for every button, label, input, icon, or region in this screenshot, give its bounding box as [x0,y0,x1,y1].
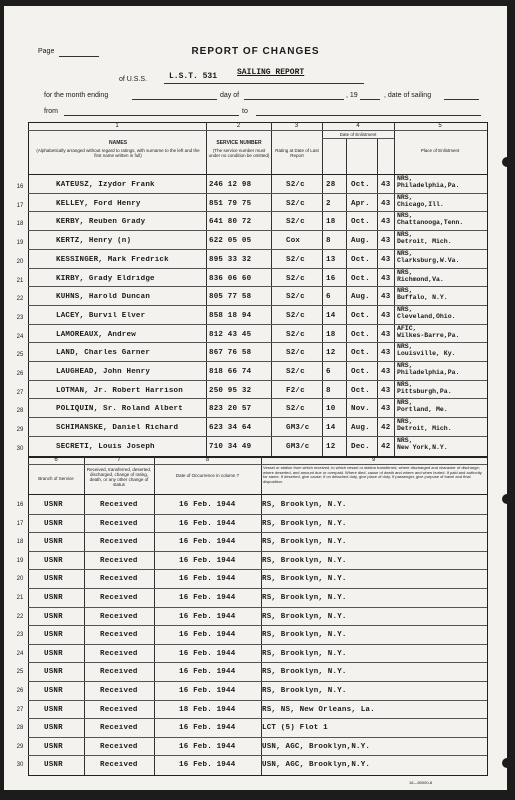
occurrence-date: 16 Feb. 1944 [179,742,236,751]
enlist-month: Apr. [351,199,370,208]
occurrence-date: 16 Feb. 1944 [179,519,236,528]
column-number: 5 [438,123,442,129]
service-number: 805 77 58 [209,293,252,302]
person-name: KERTZ, Henry (n) [56,237,132,246]
enlist-day: 28 [326,181,336,189]
service-number: 895 33 32 [209,255,252,264]
row-number: 25 [16,669,24,676]
enlist-month: Oct. [351,311,370,320]
row-divider [28,193,487,194]
row-divider [28,361,487,362]
status-change: Received [100,575,138,584]
occurrence-date: 16 Feb. 1944 [179,631,236,640]
person-name: LOTMAN, Jr. Robert Harrison [56,386,183,395]
row-divider [28,718,487,719]
enlist-year: 43 [381,405,391,414]
branch-of-service: USNR [44,519,63,528]
enlist-day: 16 [326,274,336,283]
remarks: USN, AGC, Brooklyn,N.Y. [262,742,371,751]
enlist-city: Chicago,Ill. [397,200,444,208]
status-change: Received [100,556,138,565]
service-number: 622 05 05 [209,237,252,246]
row-number: 20 [16,576,24,583]
row-divider [28,607,487,608]
status-change: Received [100,724,138,733]
remarks: RS, Brooklyn, N.Y. [262,687,347,695]
enlist-month: Dec. [351,442,370,451]
enlist-month: Oct. [351,386,370,395]
row-divider [28,230,487,231]
vessel-header: Vessel or station from which received, to which vessel or station transferred, where discharged and character of discharge; where deserted, and amount due or overpaid. Where died, cause of death and where and when buried. If paid and authority for same. If deserted, give cause; if on detached duty, give place of duty. If passenger, give purpose of travel and final disposition. [263,465,482,484]
remarks: RS, Brooklyn, N.Y. [262,594,347,602]
ship-line [164,83,364,84]
enlist-day: 18 [326,218,336,227]
rating: GM3/c [286,424,310,433]
service-number: 823 20 57 [209,405,252,414]
remarks: RS, Brooklyn, N.Y. [262,649,347,658]
service-number: 836 06 60 [209,274,252,283]
status-change: Received [100,687,138,695]
row-number: 24 [16,650,24,657]
person-name: KESSINGER, Mark Fredrick [56,255,169,264]
enlist-station: NRS, [397,436,413,444]
occurrence-date: 16 Feb. 1944 [179,687,236,695]
person-name: SECRETI, Louis Joseph [56,442,155,451]
punch-hole-middle [502,494,512,504]
report-title: REPORT OF CHANGES [191,46,320,57]
enlist-station: NRS, [397,305,413,313]
ship-name: L.S.T. 531 [169,72,218,81]
enlist-year: 43 [381,181,391,189]
row-divider [28,569,487,570]
enlist-city: Chattanooga,Tenn. [397,219,464,227]
enlist-day: 6 [326,368,331,376]
enlist-month: Oct. [351,274,370,283]
branch-of-service: USNR [44,501,63,509]
status-change: Received [100,612,138,621]
row-number: 22 [16,296,24,303]
enlist-city: Philadelphia,Pa. [397,182,460,189]
occurrence-date: 16 Feb. 1944 [179,668,236,677]
row-divider [28,436,487,437]
enlist-month: Aug. [351,237,370,246]
remarks: USN, AGC, Brooklyn,N.Y. [262,761,371,770]
enlist-station: NRS, [397,287,413,295]
enlist-day: 6 [326,293,331,302]
row-divider [28,551,487,552]
occurrence-date: 18 Feb. 1944 [179,705,236,714]
row-number: 29 [16,427,24,434]
service-number: 867 76 58 [209,349,252,358]
enlist-day: 12 [326,442,336,451]
rating: S2/c [286,311,305,320]
status-header: Received, transferred, deserted, discharged, change of rating, death, or any other change of status [86,467,152,487]
enlist-year: 43 [381,199,391,208]
person-name: LAND, Charles Garner [56,349,151,358]
column-number: 9 [371,457,376,463]
remarks: RS, NS, New Orleans, La. [262,705,375,714]
enlist-station: NRS, [397,249,413,257]
rating: Cox [286,237,301,246]
occurrence-header: Date of Occurrence in column 7 [175,473,240,478]
enlist-day: 14 [326,424,336,433]
names-note: (Alphabetically arranged without regard to ratings, with surname to the left and the first name written in full) [36,148,200,158]
enlist-month: Oct. [351,255,370,264]
remarks: RS, Brooklyn, N.Y. [262,501,347,509]
enlist-city: Buffalo, N.Y. [397,294,448,302]
enlist-year: 43 [381,218,391,227]
enlist-year: 43 [381,386,391,395]
column-number: 3 [294,123,299,129]
enlist-day: 8 [326,386,331,395]
enlist-day: 14 [326,311,336,320]
rating: S2/c [286,255,305,264]
row-number: 28 [16,725,24,732]
row-number: 20 [16,258,24,265]
enlist-year: 42 [381,424,391,433]
branch-of-service: USNR [44,687,63,695]
service-number-note: (The service number must under no condition be omitted) [208,148,270,158]
occurrence-date: 16 Feb. 1944 [179,761,236,770]
place-header: Place of Enlistment [420,148,460,153]
enlist-day: 8 [326,237,331,246]
row-number: 22 [16,613,24,620]
enlist-station: NRS, [397,418,413,426]
row-divider [28,249,487,250]
row-number: 26 [16,371,24,377]
enlist-year: 43 [381,349,391,358]
row-number: 24 [16,333,24,340]
row-divider [28,514,487,515]
row-divider [28,700,487,701]
rating: S2/c [286,368,305,376]
row-divider [28,417,487,418]
enlist-station: NRS, [397,343,413,351]
row-divider [28,588,487,589]
person-name: KUHNS, Harold Duncan [56,293,151,302]
report-sheet: Page REPORT OF CHANGES of U.S.S. L.S.T. 531 SAILING REPORT for the month ending day of , 19 , date of sailing from to 1 2 3 4 5 NAMES (Alphabetically arranged without regard to ratings, with surname to the left and the first name written in full) SERVICE NUMBER (The service number must under no condition be omitted) Rating at Date of Last Report Date of Enlistment Place of Enlistment 16 KATEUSZ, Izydor Frank 246 12 98 S2/c 28 Oct. 43 NRS, Philadelphia,Pa. 17 KELLEY, Ford Henry 851 79 75 S2/c 2 Apr. 43 NRS, Chicago,Ill. 18 KERBY, Reuben Grady 641 80 72 S2/c 18 Oct. 43 NRS, Chattanooga,Tenn. 19 KERTZ, Henry (n) 622 05 05 Cox 8 Aug. 43 NRS, Detroit, Mich. 20 KESSINGER, Mark Fredrick 895 33 32 S2/c 13 Oct. 43 NRS, Clarksburg,W.Va. 21 KIRBY, Grady Eldridge 836 06 60 S2/c 16 Oct. 43 NRS, Richmond,Va. 22 KUHNS, Harold Duncan 805 77 58 S2/c 6 Aug. 43 NRS, Buffalo, N.Y. 23 LACEY, Burvil Elver 858 18 94 S2/c 14 Oct. 43 NRS, Cleveland,Ohio. 24 LAMOREAUX, Andrew 812 43 45 S2/c 18 Oct. 43 AFIC, Wilkes-Barre,Pa. 25 LAND, Charles Garner 867 76 58 S2/c 12 Oct. 43 NRS, Louisville, Ky. 26 LAUGHEAD, John Henry 818 66 74 S2/c 6 Oct. 43 NRS, Philadelphia,Pa. 27 LOTMAN, Jr. Robert Harrison 250 95 32 F2/c 8 Oct. 43 NRS, Pittsburgh,Pa. 28 POLIQUIN, Sr. Roland Albert 823 20 57 S2/c 10 Nov. 43 NRS, Portland, Me. 29 SCHIMANSKE, Daniel Richard 623 34 64 GM3/c 14 Aug. 42 NRS, Detroit, Mich. 30 SECRETI, Louis Joseph 710 34 49 GM3/c 12 Dec. 42 NRS, New York,N.Y. 6 7 8 9 Branch of Service Received, transferred, deserted, discharged, change of rating, death, or any other change of status Date of Occurrence in column 7 Vessel or station from which received, to which vessel or station transferred, where discharged and character of discharge; where deserted, and amount due or overpaid. Where died, cause of death and where and when buried. If paid and authority for same. If deserted, give cause; if on detached duty, give place of duty. If passenger, give purpose of travel and final disposition. 16 USNR Received 16 Feb. 1944 RS, Brooklyn, N.Y. 17 USNR Received 16 Feb. 1944 RS, Brooklyn, N.Y. 18 USNR Received 16 Feb. 1944 RS, Brooklyn, N.Y. 19 USNR Received 16 Feb. 1944 RS, Brooklyn, N.Y. 20 USNR Received 16 Feb. 1944 RS, Brooklyn, N.Y. 21 USNR Received 16 Feb. 1944 RS, Brooklyn, N.Y. 22 USNR Received 16 Feb. 1944 RS, Brooklyn, N.Y. 23 USNR Received 16 Feb. 1944 RS, Brooklyn, N.Y. 24 USNR Received 16 Feb. 1944 RS, Brooklyn, N.Y. 25 USNR Received 16 Feb. 1944 RS, Brooklyn, N.Y. 26 USNR Received 16 Feb. 1944 RS, Brooklyn, N.Y. 27 USNR Received 18 Feb. 1944 RS, NS, New Orleans, La. 28 USNR Received 16 Feb. 1944 LCT (5) Flot 1 29 USNR Received 16 Feb. 1944 USN, AGC, Brooklyn,N.Y. 30 USNR Received 16 Feb. 1944 USN, AGC, Brooklyn,N.Y. 16—50000-8 [4,6,507,790]
month-label: for the month ending [44,92,109,99]
occurrence-date: 16 Feb. 1944 [179,501,236,509]
enlist-station: NRS, [397,399,413,407]
enlist-city: Detroit, Mich. [397,238,452,246]
rating: S2/c [286,274,305,283]
row-number: 23 [16,314,24,321]
row-divider [28,342,487,343]
enlist-year: 43 [381,293,391,302]
column-number: 2 [236,123,241,129]
enlist-city: Detroit, Mich. [397,425,452,433]
rating: S2/c [286,218,305,227]
enlist-city: Pittsburgh,Pa. [397,387,452,395]
page-label: Page [38,48,55,55]
report-type: SAILING REPORT [237,68,305,77]
row-divider [28,268,487,269]
enlist-month: Oct. [351,181,370,189]
branch-of-service: USNR [44,575,63,584]
rating: S2/c [286,405,305,414]
enlist-station: NRS, [397,380,413,388]
enlist-city: Philadelphia,Pa. [397,369,460,376]
enlistment-date-header: Date of Enlistment [339,132,377,137]
enlist-year: 43 [381,237,391,246]
service-number: 250 95 32 [209,386,252,395]
enlist-day: 2 [326,199,331,208]
enlist-station: NRS, [397,268,413,276]
column-number: 6 [54,457,58,463]
printer-mark: 16—50000-8 [409,780,433,785]
enlist-month: Oct. [351,349,370,358]
service-number: 641 80 72 [209,218,252,227]
branch-of-service: USNR [44,594,63,602]
enlist-year: 43 [381,330,391,339]
status-change: Received [100,742,138,751]
enlist-month: Oct. [351,218,370,227]
enlist-station: NRS, [397,362,413,369]
row-number: 27 [16,389,24,396]
enlist-year: 43 [381,311,391,320]
column-number: 8 [205,457,210,463]
branch-of-service: USNR [44,649,63,658]
row-number: 27 [16,706,24,713]
occurrence-date: 16 Feb. 1944 [179,538,236,547]
row-number: 18 [16,221,24,228]
enlist-station: NRS, [397,231,413,239]
rating: S2/c [286,349,305,358]
row-number: 28 [16,408,24,415]
enlist-station: NRS, [397,193,413,201]
row-number: 16 [16,502,24,508]
enlist-month: Aug. [351,293,370,302]
punch-hole-bottom [502,758,512,768]
enlist-month: Oct. [351,368,370,376]
row-divider [28,211,487,212]
status-change: Received [100,501,138,509]
service-number: 710 34 49 [209,442,252,451]
remarks: LCT (5) Flot 1 [262,724,328,733]
status-change: Received [100,705,138,714]
enlist-month: Aug. [351,424,370,433]
status-change: Received [100,668,138,677]
row-divider [28,755,487,756]
branch-of-service: USNR [44,724,63,733]
rating-header: Rating at Date of Last Report [275,148,319,158]
person-name: KATEUSZ, Izydor Frank [56,181,155,189]
enlist-station: AFIC, [397,324,417,332]
branch-of-service: USNR [44,761,63,770]
row-divider [28,644,487,645]
occurrence-date: 16 Feb. 1944 [179,575,236,584]
enlist-month: Nov. [351,405,370,414]
status-change: Received [100,594,138,602]
column-number: 7 [117,457,121,463]
occurrence-date: 16 Feb. 1944 [179,594,236,602]
remarks: RS, Brooklyn, N.Y. [262,612,347,621]
row-divider [28,625,487,626]
enlist-year: 43 [381,274,391,283]
branch-of-service: USNR [44,556,63,565]
row-divider [28,398,487,399]
remarks: RS, Brooklyn, N.Y. [262,668,347,677]
enlist-city: Portland, Me. [397,406,448,414]
ship-label: of U.S.S. [119,76,148,83]
enlist-city: Clarksburg,W.Va. [397,256,460,264]
status-change: Received [100,538,138,547]
row-divider [28,662,487,663]
enlist-year: 42 [381,442,391,451]
names-header: NAMES [108,140,128,146]
branch-of-service: USNR [44,668,63,677]
enlist-year: 43 [381,368,391,376]
status-change: Received [100,649,138,658]
row-divider [28,681,487,682]
rating: S2/c [286,293,305,302]
status-change: Received [100,519,138,528]
enlist-month: Oct. [351,330,370,339]
row-number: 25 [16,352,24,359]
remarks: RS, Brooklyn, N.Y. [262,631,347,640]
rating: F2/c [286,386,305,395]
service-number: 246 12 98 [209,181,252,189]
service-number: 851 79 75 [209,199,252,208]
enlist-year: 43 [381,255,391,264]
branch-of-service: USNR [44,631,63,640]
branch-of-service: USNR [44,705,63,714]
rating: S2/c [286,330,305,339]
enlist-city: New York,N.Y. [397,443,448,451]
row-divider [28,305,487,306]
column-number: 4 [356,123,360,129]
rating: GM3/c [286,442,310,451]
row-number: 19 [16,240,24,247]
status-change: Received [100,761,138,770]
service-number: 623 34 64 [209,424,252,433]
person-name: SCHIMANSKE, Daniel Richard [56,424,179,433]
branch-of-service: USNR [44,538,63,547]
row-number: 16 [16,184,24,190]
enlist-day: 10 [326,405,336,414]
enlist-day: 13 [326,255,336,264]
row-number: 18 [16,539,24,546]
row-number: 23 [16,632,24,639]
person-name: KERBY, Reuben Grady [56,218,146,227]
person-name: LACEY, Burvil Elver [56,311,146,320]
rating: S2/c [286,199,305,208]
row-divider [28,286,487,287]
enlist-station: NRS, [397,212,413,220]
row-number: 19 [16,557,24,564]
branch-of-service: USNR [44,742,63,751]
enlist-day: 18 [326,330,336,339]
status-change: Received [100,631,138,640]
branch-of-service: USNR [44,612,63,621]
row-number: 21 [16,595,24,601]
branch-header: Branch of Service [38,476,74,481]
enlist-city: Cleveland,Ohio. [397,312,456,320]
punch-hole-top [502,157,512,167]
service-number: 818 66 74 [209,368,252,376]
remarks: RS, Brooklyn, N.Y. [262,538,347,547]
row-number: 21 [16,277,24,284]
enlist-city: Louisville, Ky. [397,350,456,358]
row-divider [28,532,487,533]
service-number: 858 18 94 [209,311,252,320]
row-number: 17 [16,520,24,527]
person-name: LAUGHEAD, John Henry [56,368,151,376]
enlist-city: Wilkes-Barre,Pa. [397,331,460,339]
row-number: 30 [16,445,24,452]
column-number: 1 [115,123,119,129]
row-number: 26 [16,688,24,694]
enlist-city: Richmond,Va. [397,275,444,283]
occurrence-date: 16 Feb. 1944 [179,612,236,621]
person-name: LAMOREAUX, Andrew [56,330,136,339]
service-number: 812 43 45 [209,330,252,339]
occurrence-date: 16 Feb. 1944 [179,556,236,565]
person-name: POLIQUIN, Sr. Roland Albert [56,405,183,414]
remarks: RS, Brooklyn, N.Y. [262,519,347,528]
rating: S2/c [286,181,305,189]
person-name: KELLEY, Ford Henry [56,199,141,208]
enlist-day: 12 [326,349,336,358]
row-divider [28,737,487,738]
occurrence-date: 16 Feb. 1944 [179,724,236,733]
row-number: 17 [16,202,24,209]
row-number: 29 [16,743,24,750]
occurrence-date: 16 Feb. 1944 [179,649,236,658]
remarks: RS, Brooklyn, N.Y. [262,556,347,565]
row-divider [28,324,487,325]
person-name: KIRBY, Grady Eldridge [56,274,155,283]
remarks: RS, Brooklyn, N.Y. [262,575,347,584]
service-number-header: SERVICE NUMBER [216,140,262,146]
enlist-station: NRS, [397,175,413,182]
row-number: 30 [16,762,24,769]
row-divider [28,380,487,381]
